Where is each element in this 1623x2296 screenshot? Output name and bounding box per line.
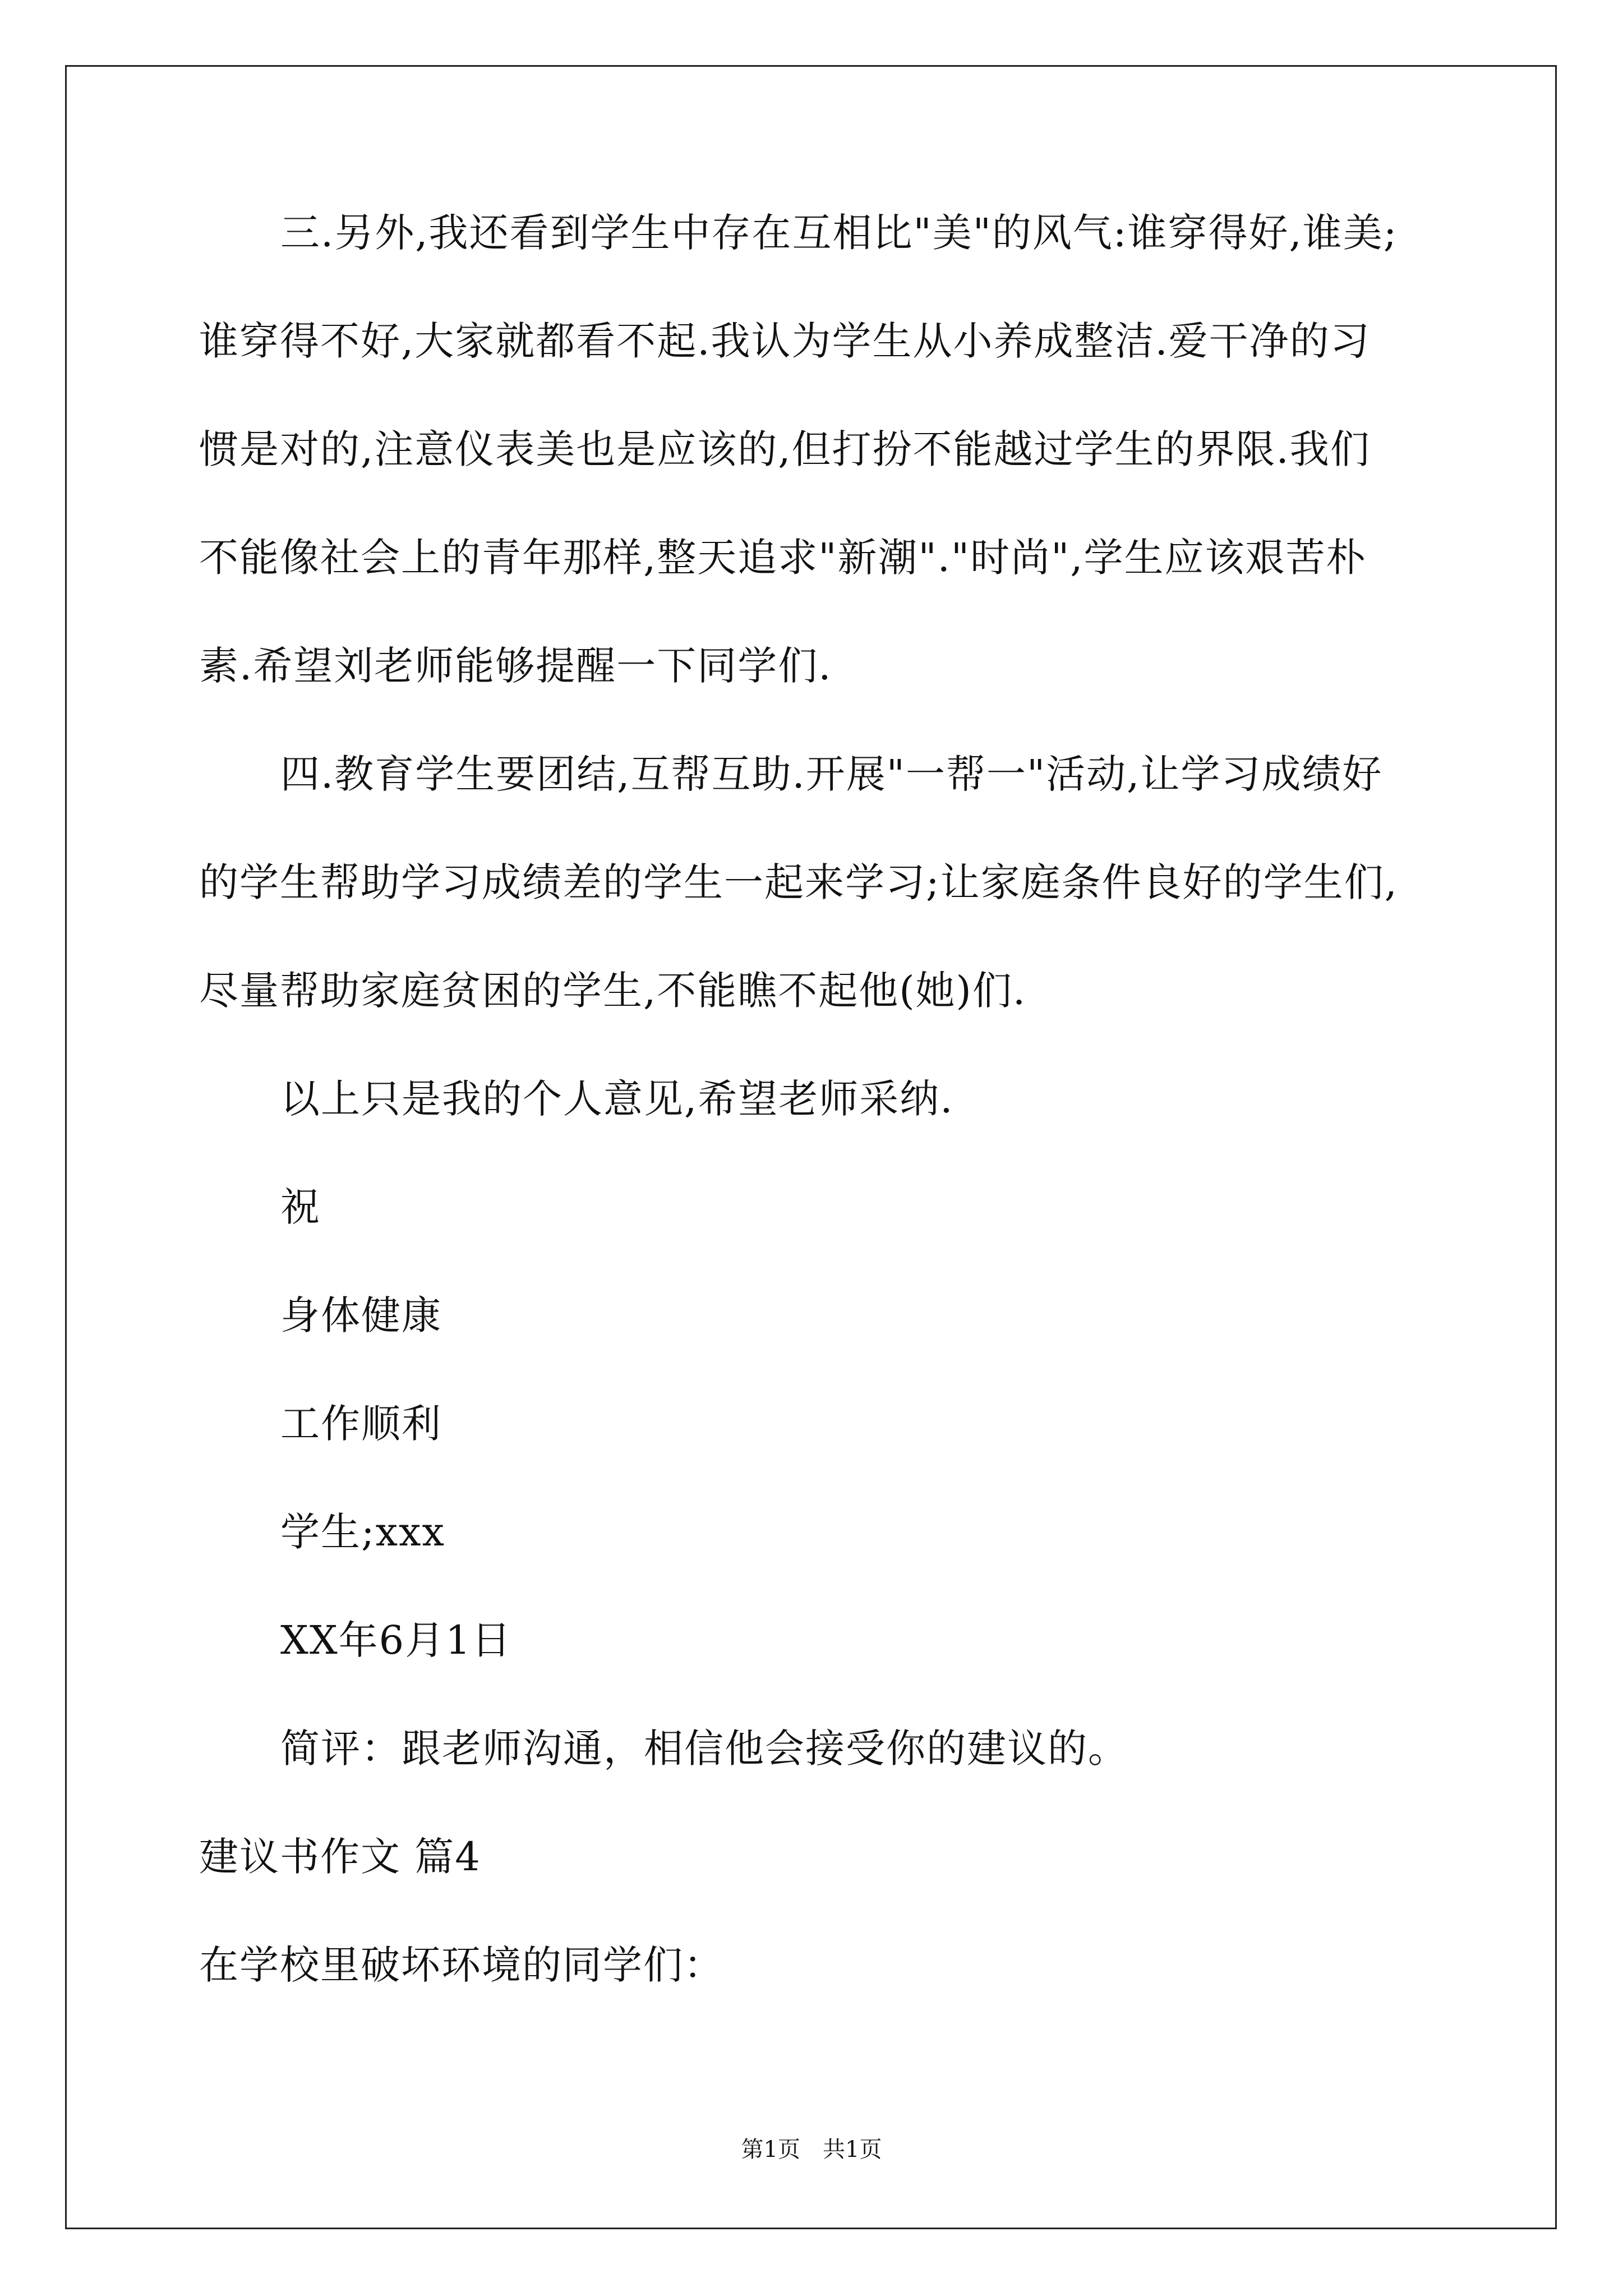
paragraph-line: 素.希望刘老师能够提醒一下同学们. [199, 643, 832, 689]
paragraph-line: 的学生帮助学习成绩差的学生一起来学习;让家庭条件良好的学生们, [199, 859, 1398, 905]
page-footer: 第1页 共1页 [741, 2137, 882, 2162]
paragraph-line: 三.另外,我还看到学生中存在互相比"美"的风气:谁穿得好,谁美; [280, 210, 1398, 256]
paragraph-line: 不能像社会上的青年那样,整天追求"新潮"."时尚",学生应该艰苦朴 [199, 535, 1367, 581]
review-comment: 简评：跟老师沟通，相信他会接受你的建议的。 [280, 1726, 1128, 1772]
paragraph-line: 谁穿得不好,大家就都看不起.我认为学生从小养成整洁.爱干净的习 [199, 318, 1371, 364]
paragraph-line: 惯是对的,注意仪表美也是应该的,但打扮不能越过学生的界限.我们 [199, 426, 1371, 472]
closing-line: 工作顺利 [280, 1401, 442, 1447]
page-border [65, 65, 1557, 2229]
section-heading: 建议书作文 篇4 [199, 1834, 481, 1880]
salutation-line: 在学校里破坏环境的同学们： [199, 1942, 724, 1988]
closing-line: 以上只是我的个人意见,希望老师采纳. [280, 1076, 954, 1122]
closing-line: 祝 [280, 1184, 321, 1230]
paragraph-line: 四.教育学生要团结,互帮互助.开展"一帮一"活动,让学习成绩好 [280, 751, 1383, 797]
closing-line: 身体健康 [280, 1292, 442, 1338]
signature-line: 学生;xxx [280, 1509, 446, 1555]
date-line: XX年6月1日 [280, 1617, 512, 1663]
paragraph-line: 尽量帮助家庭贫困的学生,不能瞧不起他(她)们. [199, 968, 1027, 1014]
